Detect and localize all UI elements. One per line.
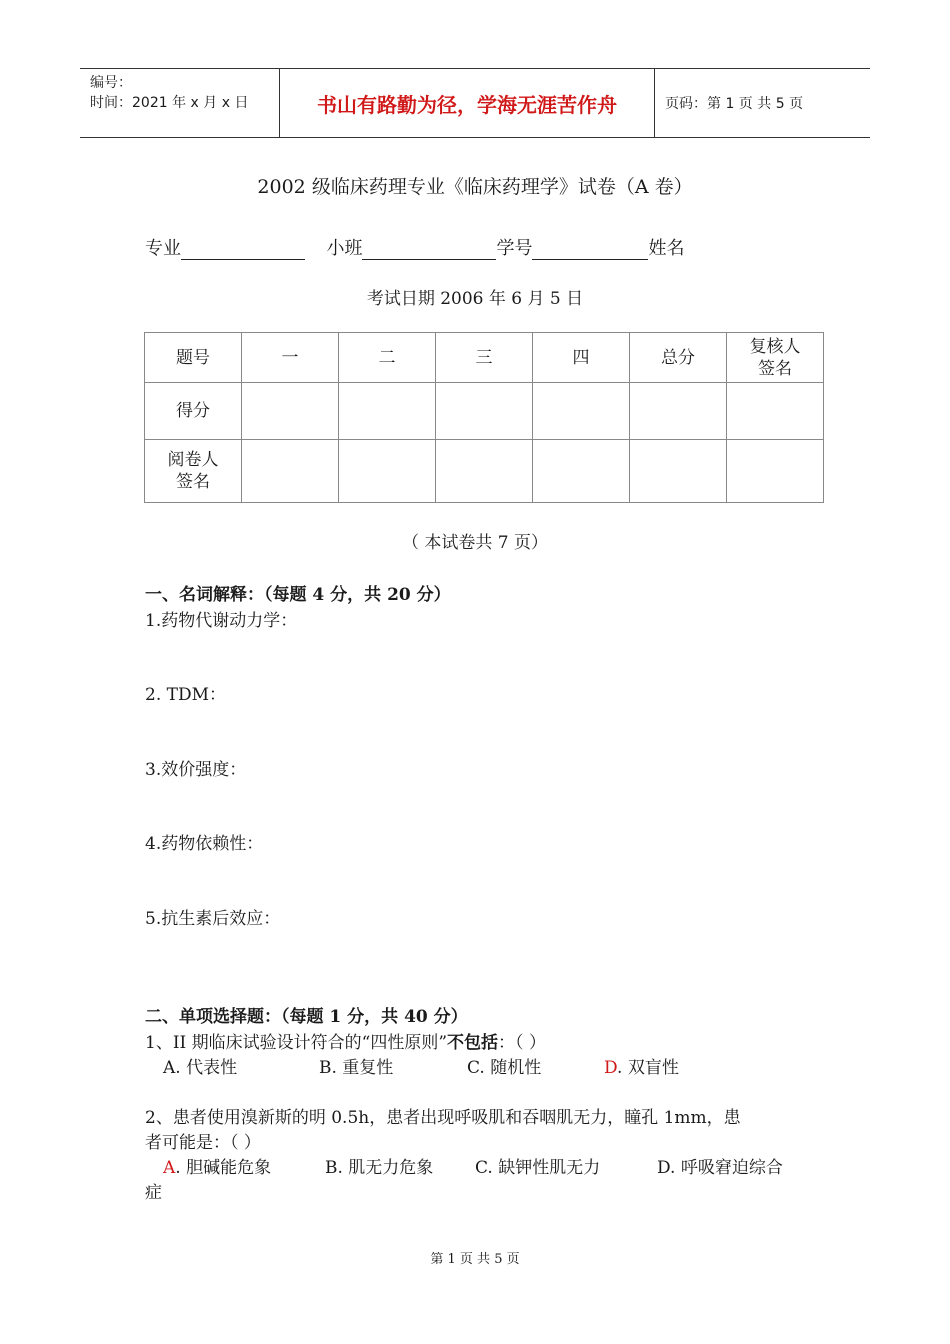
table-header-cell: 四 <box>533 333 630 383</box>
document-time: 时间：2021 年 x 月 x 日 <box>90 95 249 111</box>
mcq-1-option-d[interactable] <box>604 1058 679 1078</box>
mcq-1-stem-text: 1、II 期临床试验设计符合的“四性原则” <box>145 1033 448 1053</box>
option-letter-answer: D <box>604 1058 618 1078</box>
student-info-row <box>145 234 684 260</box>
option-text: . 缺钾性肌无力 <box>487 1158 601 1178</box>
score-table-header-row <box>145 333 824 383</box>
option-text: . 肌无力危象 <box>337 1158 434 1178</box>
option-letter: C <box>467 1058 480 1078</box>
option-letter: B <box>319 1058 332 1078</box>
exam-title: 2002 级临床药理专业《临床药理学》试卷（A 卷） <box>257 176 693 198</box>
grader-row-label: 阅卷人 签名 <box>145 440 242 503</box>
mcq-1-stem-emphasis: 不包括 <box>447 1033 499 1053</box>
score-cell[interactable] <box>436 383 533 440</box>
option-letter-answer: A <box>163 1158 176 1178</box>
option-text: . 随机性 <box>479 1058 542 1078</box>
document-header <box>80 68 870 138</box>
score-cell[interactable] <box>242 383 339 440</box>
class-label: 小班 <box>326 238 363 259</box>
score-cell[interactable] <box>339 383 436 440</box>
grader-cell[interactable] <box>533 440 630 503</box>
option-letter: D <box>657 1158 671 1178</box>
mcq-2-option-d-wrap: 症 <box>145 1183 162 1203</box>
mcq-2-option-b[interactable] <box>325 1153 475 1178</box>
header-page-info: 页码：第 1 页 共 5 页 <box>665 96 804 112</box>
score-cell[interactable] <box>727 383 824 440</box>
option-text: . 代表性 <box>175 1058 238 1078</box>
section2-title: 二、单项选择题：（每题 1 分，共 40 分） <box>145 1007 468 1027</box>
score-cell[interactable] <box>533 383 630 440</box>
table-header-cell: 总分 <box>630 333 727 383</box>
option-text: . 呼吸窘迫综合 <box>670 1158 783 1178</box>
major-blank[interactable] <box>181 239 305 260</box>
student-id-blank[interactable] <box>532 239 648 260</box>
mcq-1-option-c[interactable] <box>467 1053 604 1078</box>
mcq-2-option-c[interactable] <box>475 1153 657 1178</box>
exam-date: 考试日期 2006 年 6 月 5 日 <box>366 289 584 309</box>
mcq-1-stem <box>145 1028 546 1053</box>
option-letter: B <box>325 1158 338 1178</box>
header-motto: 书山有路勤为径，学海无涯苦作舟 <box>280 69 655 137</box>
section1-title: 一、名词解释：（每题 4 分，共 20 分） <box>145 585 451 605</box>
mcq-1-option-a[interactable] <box>163 1053 319 1078</box>
mcq-1-stem-bracket: ：（ ） <box>498 1033 546 1053</box>
table-header-cell: 二 <box>339 333 436 383</box>
grader-cell[interactable] <box>436 440 533 503</box>
term-question-2: 2. TDM： <box>145 685 226 705</box>
option-letter: A <box>163 1058 176 1078</box>
page-footer: 第 1 页 共 5 页 <box>430 1252 520 1267</box>
term-question-3: 3.效价强度： <box>145 760 247 780</box>
major-label: 专业 <box>145 238 181 259</box>
header-meta <box>80 69 280 137</box>
score-cell[interactable] <box>630 383 727 440</box>
mcq-2-stem-line2: 者可能是：（ ） <box>145 1133 261 1153</box>
term-question-4: 4.药物依赖性： <box>145 834 264 854</box>
table-header-cell: 三 <box>436 333 533 383</box>
score-row <box>145 383 824 440</box>
mcq-2-stem-line1: 2、患者使用溴新斯的明 0.5h，患者出现呼吸肌和吞咽肌无力，瞳孔 1mm，患 <box>145 1108 741 1128</box>
mcq-2-options <box>163 1153 783 1178</box>
term-question-1: 1.药物代谢动力学： <box>145 611 298 631</box>
score-row-label: 得分 <box>145 383 242 440</box>
table-header-cell: 题号 <box>145 333 242 383</box>
term-question-5: 5.抗生素后效应： <box>145 909 281 929</box>
grader-cell[interactable] <box>727 440 824 503</box>
option-text: . 重复性 <box>331 1058 394 1078</box>
table-header-cell: 复核人 签名 <box>727 333 824 383</box>
total-pages-note: （ 本试卷共 7 页） <box>401 533 549 553</box>
student-id-label: 学号 <box>496 238 533 259</box>
table-header-cell: 一 <box>242 333 339 383</box>
option-letter: C <box>475 1158 488 1178</box>
grader-cell[interactable] <box>630 440 727 503</box>
option-text: . 双盲性 <box>617 1058 679 1078</box>
mcq-1-option-b[interactable] <box>319 1053 467 1078</box>
grader-row <box>145 440 824 503</box>
name-label: 姓名 <box>648 238 685 259</box>
grader-cell[interactable] <box>339 440 436 503</box>
grader-cell[interactable] <box>242 440 339 503</box>
score-table <box>144 332 824 503</box>
mcq-2-option-a[interactable] <box>163 1153 325 1178</box>
class-blank[interactable] <box>362 239 496 260</box>
mcq-2-option-d[interactable] <box>657 1158 783 1178</box>
document-number-label: 编号： <box>90 75 132 91</box>
option-text: . 胆碱能危象 <box>175 1158 272 1178</box>
mcq-1-options <box>163 1053 679 1078</box>
